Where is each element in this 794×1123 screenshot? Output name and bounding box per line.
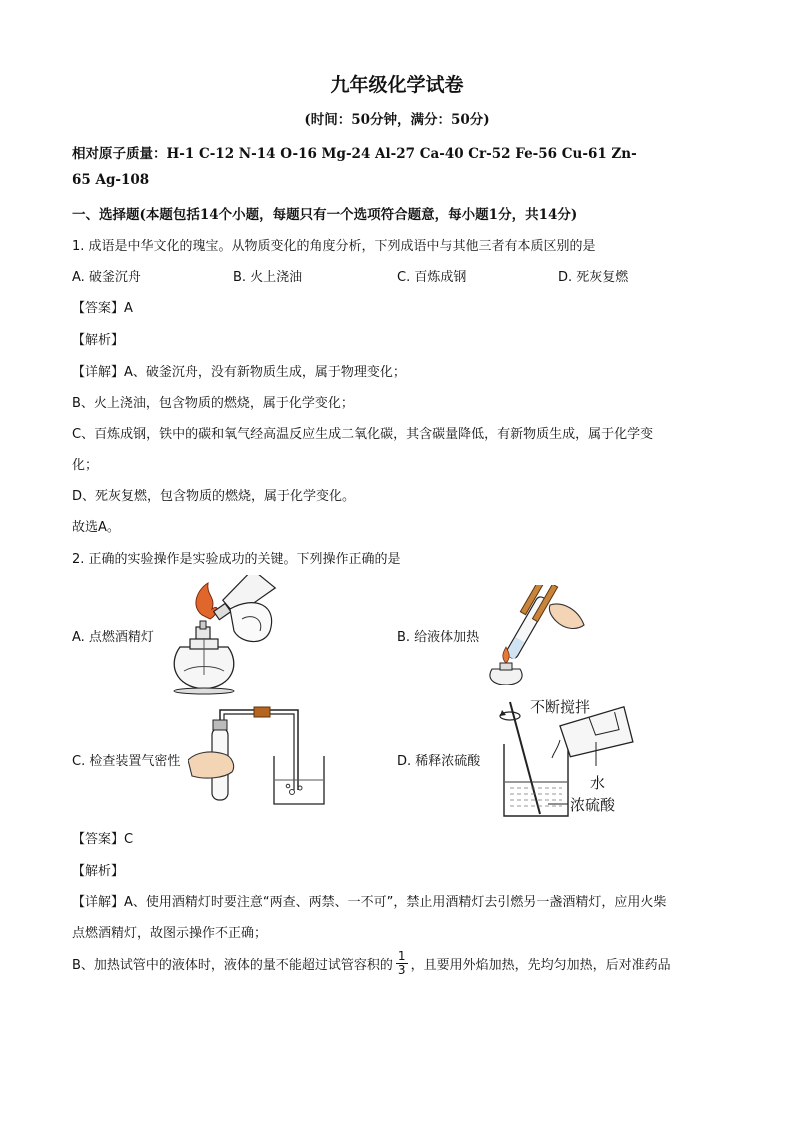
figure-a-alcohol-lamp bbox=[160, 575, 290, 695]
q1-detail-line: B、火上浇油，包含物质的燃烧，属于化学变化； bbox=[72, 396, 354, 411]
q2-analysis-label: 【解析】 bbox=[72, 864, 125, 879]
figure-b-heating-test-tube bbox=[480, 585, 590, 685]
q2-detail-line: 点燃酒精灯，故图示操作不正确； bbox=[72, 926, 268, 941]
q2-option-c: C. 检查装置气密性 bbox=[72, 754, 181, 769]
q2-detail-line: 【详解】A、使用酒精灯时要注意“两查、两禁、一不可”，禁止用酒精灯去引燃另一盏酒精灯，应用火柴 bbox=[72, 895, 667, 910]
figure-d-dilute-sulfuric-acid bbox=[488, 696, 648, 820]
q1-option-b: B. 火上浇油 bbox=[233, 270, 303, 285]
q2-option-b: B. 给液体加热 bbox=[397, 630, 480, 645]
q2-option-a: A. 点燃酒精灯 bbox=[72, 630, 154, 645]
page-title: 九年级化学试卷 bbox=[330, 74, 464, 96]
q2-stem: 2. 正确的实验操作是实验成功的关键。下列操作正确的是 bbox=[72, 552, 401, 567]
q2-option-d: D. 稀释浓硫酸 bbox=[397, 754, 481, 769]
fraction-one-third bbox=[396, 950, 408, 977]
atomic-mass-line-1: 相对原子质量：H-1 C-12 N-14 O-16 Mg-24 Al-27 Ca-40 Cr-52 Fe-56 Cu-61 Zn- bbox=[72, 146, 637, 162]
q1-option-a: A. 破釜沉舟 bbox=[72, 270, 141, 285]
q1-detail-line: 故选A。 bbox=[72, 520, 120, 535]
q2-detail-line-b bbox=[72, 950, 732, 977]
q1-option-d: D. 死灰复燃 bbox=[558, 270, 629, 285]
q2-detail-b-post: ，且要用外焰加热，先均匀加热，后对准药品 bbox=[410, 958, 671, 973]
q2-detail-b-pre: B、加热试管中的液体时，液体的量不能超过试管容积的 bbox=[72, 958, 393, 973]
figure-c-airtightness-check bbox=[188, 700, 338, 810]
fraction-numerator: 1 bbox=[397, 949, 406, 963]
section-heading: 一、选择题(本题包括14个小题，每题只有一个选项符合题意，每小题1分，共14分) bbox=[72, 207, 578, 223]
label-acid: 浓硫酸 bbox=[570, 796, 616, 814]
q1-detail-line: 化； bbox=[72, 458, 99, 473]
q1-analysis-label: 【解析】 bbox=[72, 333, 125, 348]
q1-detail-line: D、死灰复燃，包含物质的燃烧，属于化学变化。 bbox=[72, 489, 356, 504]
exam-subtitle: (时间：50分钟，满分：50分) bbox=[304, 112, 490, 128]
q1-option-c: C. 百炼成钢 bbox=[397, 270, 467, 285]
q2-answer: 【答案】C bbox=[72, 832, 134, 847]
q1-answer: 【答案】A bbox=[72, 301, 133, 316]
q1-detail-line: 【详解】A、破釜沉舟，没有新物质生成，属于物理变化； bbox=[72, 365, 406, 380]
atomic-mass-line-2: 65 Ag-108 bbox=[72, 172, 150, 188]
label-water: 水 bbox=[590, 774, 606, 792]
q1-stem: 1. 成语是中华文化的瑰宝。从物质变化的角度分析，下列成语中与其他三者有本质区别的是 bbox=[72, 239, 596, 254]
label-stir: 不断搅拌 bbox=[530, 698, 591, 716]
q1-detail-line: C、百炼成钢，铁中的碳和氧气经高温反应生成二氧化碳，其含碳量降低，有新物质生成，属于化学变 bbox=[72, 427, 654, 442]
fraction-denominator: 3 bbox=[397, 963, 406, 977]
